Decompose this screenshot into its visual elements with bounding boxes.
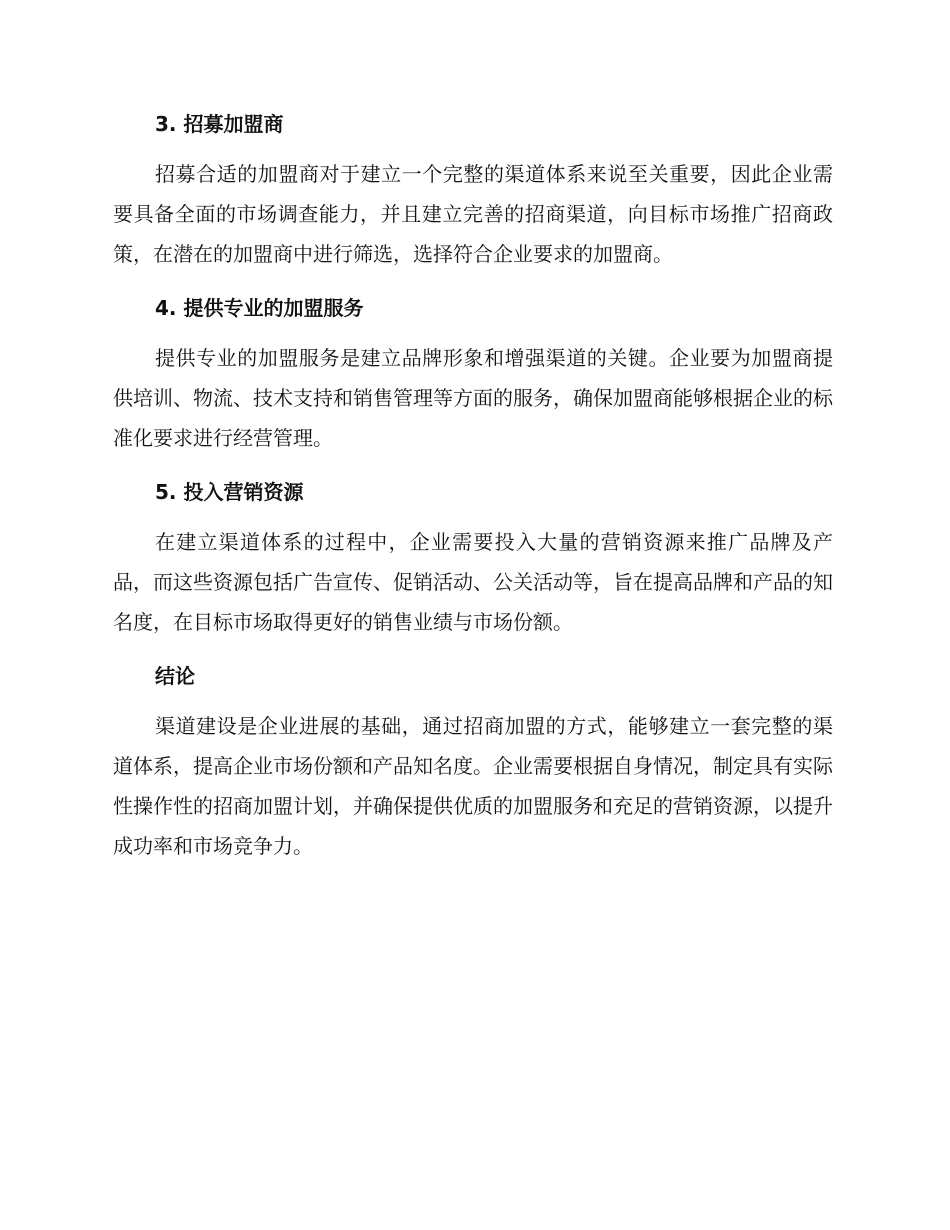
section-franchise-services: [113, 292, 833, 458]
document-page: [113, 108, 833, 884]
section-paragraph: 在建立渠道体系的过程中，企业需要投入大量的营销资源来推广品牌及产品，而这些资源包括广告宣传、促销活动、公关活动等，旨在提高品牌和产品的知名度，在目标市场取得更好的销售业绩与市场份额。: [113, 530, 833, 634]
section-paragraph: 提供专业的加盟服务是建立品牌形象和增强渠道的关键。企业要为加盟商提供培训、物流、技术支持和销售管理等方面的服务，确保加盟商能够根据企业的标准化要求进行经营管理。: [113, 346, 833, 450]
section-paragraph: 招募合适的加盟商对于建立一个完整的渠道体系来说至关重要，因此企业需要具备全面的市场调查能力，并且建立完善的招商渠道，向目标市场推广招商政策，在潜在的加盟商中进行筛选，选择符合企业要求的加盟商。: [113, 162, 833, 266]
section-heading: 4. 提供专业的加盟服务: [155, 296, 364, 320]
section-paragraph: 渠道建设是企业进展的基础，通过招商加盟的方式，能够建立一套完整的渠道体系，提高企业市场份额和产品知名度。企业需要根据自身情况，制定具有实际性操作性的招商加盟计划，并确保提供优质的加盟服务和充足的营销资源，以提升成功率和市场竞争力。: [113, 714, 833, 858]
section-heading: 结论: [155, 664, 195, 688]
section-heading: 3. 招募加盟商: [155, 112, 284, 136]
section-marketing-resources: [113, 476, 833, 642]
section-heading: 5. 投入营销资源: [155, 480, 304, 504]
section-conclusion: [113, 660, 833, 866]
section-recruit-franchisees: [113, 108, 833, 274]
